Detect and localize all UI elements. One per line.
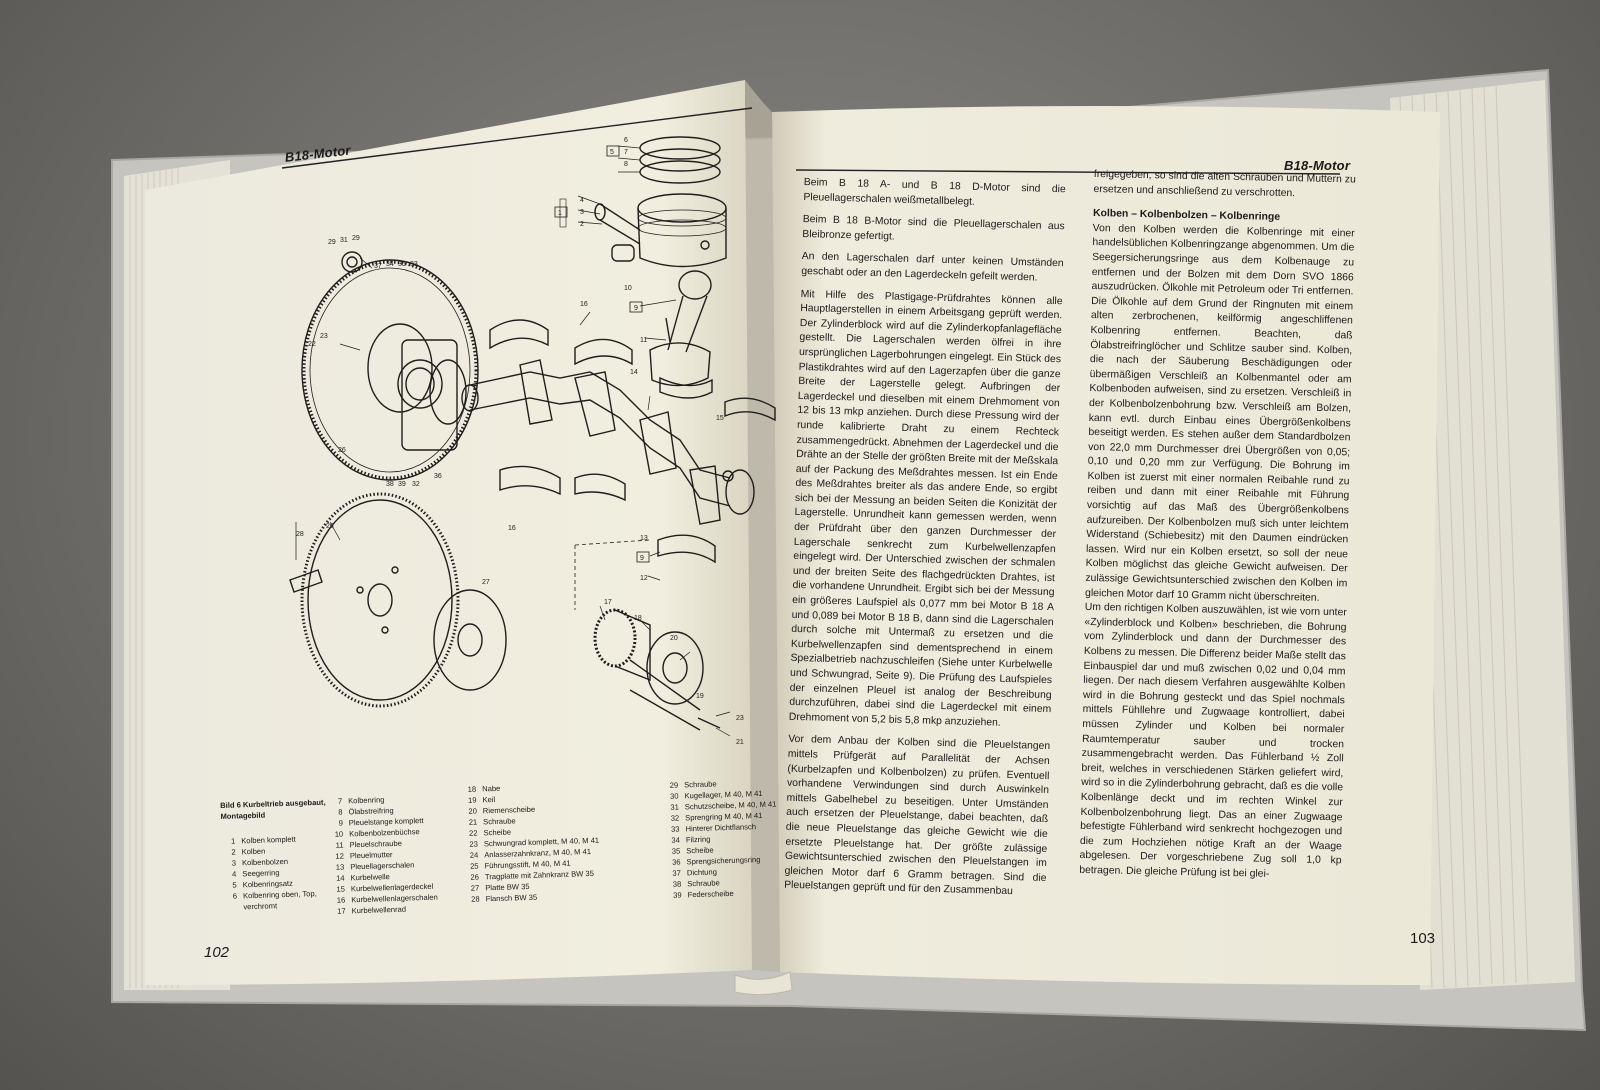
legend-row: 11 Pleuelschraube [335, 838, 403, 850]
callout: 26 [326, 523, 334, 530]
callout: 39 [398, 481, 406, 488]
callout: 3 [580, 209, 584, 216]
callout: 37 [374, 263, 382, 270]
paragraph: freigegeben, so sind die alten Schrauben und Muttern zu ersetzen und anschließend zu verschrotten. [1093, 168, 1356, 199]
legend-row: 38 Schraube [672, 878, 720, 889]
right-page-column-1 [784, 176, 1066, 901]
left-page-header: B18-Motor [284, 142, 352, 165]
callout: 29 [352, 235, 360, 242]
callout: 16 [508, 525, 516, 532]
legend-row: 19 Keil [467, 794, 496, 805]
legend-row: 35 Scheibe [671, 845, 714, 856]
right-page-header: B18-Motor [1284, 158, 1351, 173]
legend-row: 37 Dichtung [672, 867, 718, 878]
figure-caption [220, 796, 343, 913]
legend-row: 13 Pleuellagerschalen [335, 860, 415, 872]
callout: 5 [610, 149, 614, 156]
paragraph: Um den richtigen Kolben auszuwählen, ist wie vorn unter «Zylinderblock und Kolben» beschrieben, die Bohrung vom Zylinderblock und dann der Durchmesser des Kolbens zu messen. Die Differenz beider Maße stellt das Einbauspiel dar und muß zwischen 0,02 und 0,04 mm liegen. Der nach diesem Verfahren ausgewählte Kolben wird in die Bohrung gesteckt und das Spiel nochmals mittels Fühllehre und Zugwaage kontrolliert, dabei müssen Zylinder und Kolben bei normaler Raumtemperatur sauber und trocken zusammengebracht werden. Das Fühlerband ½ Zoll breit, welches in verschiedenen Stärken geliefert wird, wird so in die Zylinderbohrung gebracht, daß es die volle Kolbenlänge deckt und im rechten Winkel zur Kolbenbolzenbohrung liegt. Das an einer Zugwaage befestigte Fühlerband wird senkrecht hochgezogen und die zum Hochziehen nötige Kraft an der Waage abgelesen. Der vorgeschriebene Zug soll 1,0 kp betragen. Die gleiche Prüfung ist bei glei- [1079, 602, 1347, 880]
callout: 17 [604, 599, 612, 606]
callout: 1 [558, 210, 562, 217]
callout: 11 [640, 337, 648, 344]
legend-row: 27 Platte BW 35 [470, 881, 530, 893]
legend-row: 10 Kolbenbolzenbüchse [334, 827, 420, 839]
legend-row: verchromt [243, 901, 278, 912]
legend-row: 26 Tragplatte mit Zahnkranz BW 35 [470, 868, 595, 882]
callout: 33 [410, 261, 418, 268]
callout: 32 [412, 481, 420, 488]
legend-row: 21 Schraube [468, 816, 516, 827]
callout: 10 [624, 285, 632, 292]
legend-row: 2 Kolben [231, 846, 266, 857]
legend-row: 12 Pleuelmutter [335, 850, 393, 861]
paragraph: Mit Hilfe des Plastigage-Prüfdrahtes können alle Hauptlagerstellen in einem Arbeitsgang geprüft werden. Der Zylinderblock wird auf die Zylinderkopfanlagefläche gestellt. Die Lagerschalen werden ölfrei in ihre ursprünglichen Lagerbohrungen eingelegt. Ein Stück des Plastikdrahtes wird auf den Lagerzapfen über die ganze Breite der Lagerstelle gelegt. Aufbringen der Lagerdeckel und dieselben mit einem Drehmoment von 12 bis 13 mkp anziehen. Durch diese Pressung wird der runde kalibrierte Draht zu einem Rechteck zusammengedrückt. Abnehmen der Lagerdeckel und die Drähte an der Stelle der größten Breite mit der Meßskala auf der Packung des Meßdrahtes messen. Ist ein Ende des Meßdrahtes breiter als das andere Ende, so ergibt sich bei der Messung an beiden Seiten die Konizität der Lagerstelle. Unrundheit kann gemessen werden, wenn der Prüfdraht über den ganzen Durchmesser der Lagerschale senkrecht zum Kurbelwellenzapfen eingelegt wird. Der Unterschied zwischen der schmalen und der breiten Seite des flachgedrückten Drahtes, ist die vorhandene Unrundheit. Ergibt sich bei der Messung ein größeres Laufspiel als 0,077 mm bei Motor B 18 A und 0,089 bei Motor B 18 B, dann sind die Lagerschalen durch solche mit Untermaß zu ersetzen und die Kurbelwellenzapfen sind dementsprechend in einem Spezialbetrieb nachzuschleifen (Siehe unter Kurbelwelle und Schwungrad, Seite 9). Die Prüfung des Laufspieles der einzelnen Pleuel ist analog der Beschreibung durchzuführen, dabei sind die Lagerdeckel mit einem Drehmoment von 5,2 bis 5,8 mkp anzuziehen. [788, 288, 1063, 729]
legend-row: 15 Kurbelwellenlagerdeckel [336, 881, 434, 894]
callout: 36 [434, 473, 442, 480]
legend-column-2 [328, 792, 472, 917]
legend-row: 23 Schwungrad komplett, M 40, M 41 [469, 835, 600, 849]
callout: 21 [736, 739, 744, 746]
callout: 28 [296, 531, 304, 538]
callout: 34 [386, 261, 394, 268]
right-page-number: 103 [1410, 930, 1436, 947]
callout: 8 [624, 161, 628, 168]
legend-row: 29 Schraube [669, 779, 717, 790]
callout: 9 [640, 555, 644, 562]
paragraph: Von den Kolben werden die Kolbenringe mit einer handelsüblichen Kolbenringzange abgenommen. Um die Seegersicherungsringe aus dem Kolbenauge zu entfernen und der Bolzen mit dem Dorn SVO 1866 auszudrücken. Ölkohle mit Petroleum oder Tri entfernen. Die Ölkohle auf dem Grund der Ringnuten mit einem alten zerbrochenen, keilförmig angeschliffenen Kolbenring entfernen. Beachten, daß Ölabstreifringlöcher und Schlitze sauber sind. Kolben, die nach der Säuberung Beschädigungen oder übermäßigen Verschleiß an Kolbenmantel oder am Kolbenboden aufweisen, sind zu ersetzen. Verschleiß in der Kolbenbolzenbohrung bzw. Verschleiß am Bolzen, kann evtl. durch Einbau eines Übergrößenkolbens beseitigt werden. Es stehen außer dem Standardbolzen von 22,0 mm Durchmesser drei Übergrößen von 0,05; 0,10 und 0,20 mm zur Verfügung. Die Bohrung im Kolben ist zuerst mit einer normalen Reibahle rund zu reiben und dann mit einer Reibahle mit Führung vorsichtig auf das Maß des Übergrößenkolbens aufzureiben. Der Kolbenbolzen muß sich unter leichtem Widerstand (Schiebesitz) mit den Daumen eindrücken lassen. Wird nur ein Kolben ersetzt, so soll der neue Kolben möglichst das gleiche Gewicht aufweisen. Der zulässige Gewichtsunterschied zwischen den Kolben im gleichen Motor darf 10 Gramm nicht überschreiten. [1084, 222, 1355, 604]
legend-row: 28 Flansch BW 35 [471, 892, 538, 904]
callout: 9 [634, 305, 638, 312]
paragraph: Beim B 18 A- und B 18 D-Motor sind die Pleuellagerschalen weißmetallbelegt. [803, 176, 1066, 208]
callout: 38 [386, 481, 394, 488]
callout: 16 [580, 301, 588, 308]
legend-row: 36 Sprengsicherungsring [671, 855, 761, 867]
legend-row: 7 Kolbenring [337, 795, 385, 806]
legend-row: 14 Kurbelwelle [335, 872, 390, 883]
legend-row: 17 Kurbelwellenrad [337, 904, 407, 916]
legend-row: 6 Kolbenring oben, Top, [232, 889, 317, 901]
callout: 18 [634, 615, 642, 622]
paragraph: Beim B 18 B-Motor sind die Pleuellagerschalen aus Bleibronze gefertigt. [802, 214, 1065, 243]
section-heading: Kolben – Kolbenbolzen – Kolbenringe [1092, 208, 1281, 224]
callout: 7 [624, 149, 628, 156]
legend-column-3 [462, 778, 646, 905]
legend-row: 3 Kolbenbolzen [231, 856, 289, 868]
legend-row: 9 Pleuelstange komplett [338, 816, 424, 828]
callout: 12 [640, 575, 648, 582]
caption-title: Bild 6 Kurbeltrieb ausgebaut, [220, 797, 326, 810]
legend-row: 33 Hinterer Dichtflansch [670, 822, 757, 834]
legend-row: 22 Scheibe [468, 827, 512, 838]
legend-row: 5 Kolbenringsatz [232, 878, 294, 890]
legend-row: 4 Seegerring [231, 868, 280, 879]
callout: 14 [630, 369, 638, 376]
right-page-column-2 [1079, 168, 1356, 884]
legend-row: 24 Anlasserzahnkranz, M 40, M 41 [469, 846, 592, 860]
paragraph: An den Lagerschalen darf unter keinen Umständen geschabt oder an den Lagerdeckeln gefeilt werden. [801, 251, 1064, 284]
legend-row: 18 Nabe [467, 783, 501, 794]
callout: 13 [640, 535, 648, 542]
legend-row: 20 Riemenscheibe [468, 804, 536, 816]
callout: 22 [308, 341, 316, 348]
callout: 31 [340, 237, 348, 244]
legend-row: 1 Kolben komplett [230, 834, 296, 846]
callout: 20 [670, 635, 678, 642]
callout: 26 [338, 447, 346, 454]
legend-row: 16 Kurbelwellenlagerschalen [336, 892, 438, 905]
left-page-number: 102 [204, 944, 230, 961]
caption-subtitle: Montagebild [220, 810, 266, 821]
callout: 6 [624, 137, 628, 144]
callout: 4 [580, 197, 584, 204]
callout: 27 [482, 579, 490, 586]
callout: 35 [398, 261, 406, 268]
callout: 15 [716, 415, 724, 422]
callout: 19 [696, 693, 704, 700]
callout: 23 [320, 333, 328, 340]
callout: 29 [328, 239, 336, 246]
paragraph: Vor dem Anbau der Kolben sind die Pleuelstangen mittels Prüfgerät auf Parallelität der Achsen (Kurbelzapfen und Kolbenbolzen) zu prüfen. Eventuell vorhandene Verwindungen sind durch Auswinkeln mittels Gabelhebel zu beseitigen. Unter Umständen auch ersetzen der Pleuelstange, dabei beachten, daß die neue Pleuelstange das gleiche Gewicht wie die ersetzte Pleuelstange hat. Der größte zulässige Gewichtsunterschied zwischen den Pleuelstangen im gleichen Motor darf 6 Gramm betragen. Sind die Pleuelstangen geprüft und für den Zusammenbau [784, 734, 1051, 898]
legend-row: 39 Federscheibe [673, 888, 734, 900]
legend-row: 31 Schutzscheibe, M 40, M 41 [670, 799, 777, 812]
legend-row: 25 Führungsstift, M 40, M 41 [469, 858, 571, 871]
legend-column-1 [221, 832, 343, 913]
legend-row: 30 Kugellager, M 40, M 41 [669, 788, 763, 801]
legend-row: 32 Sprengring M 40, M 41 [670, 810, 763, 823]
legend-row: 34 Filzring [671, 834, 711, 845]
callout: 23 [736, 715, 744, 722]
legend-row: 8 Ölabstreifring [338, 805, 394, 817]
callout: 2 [580, 221, 584, 228]
